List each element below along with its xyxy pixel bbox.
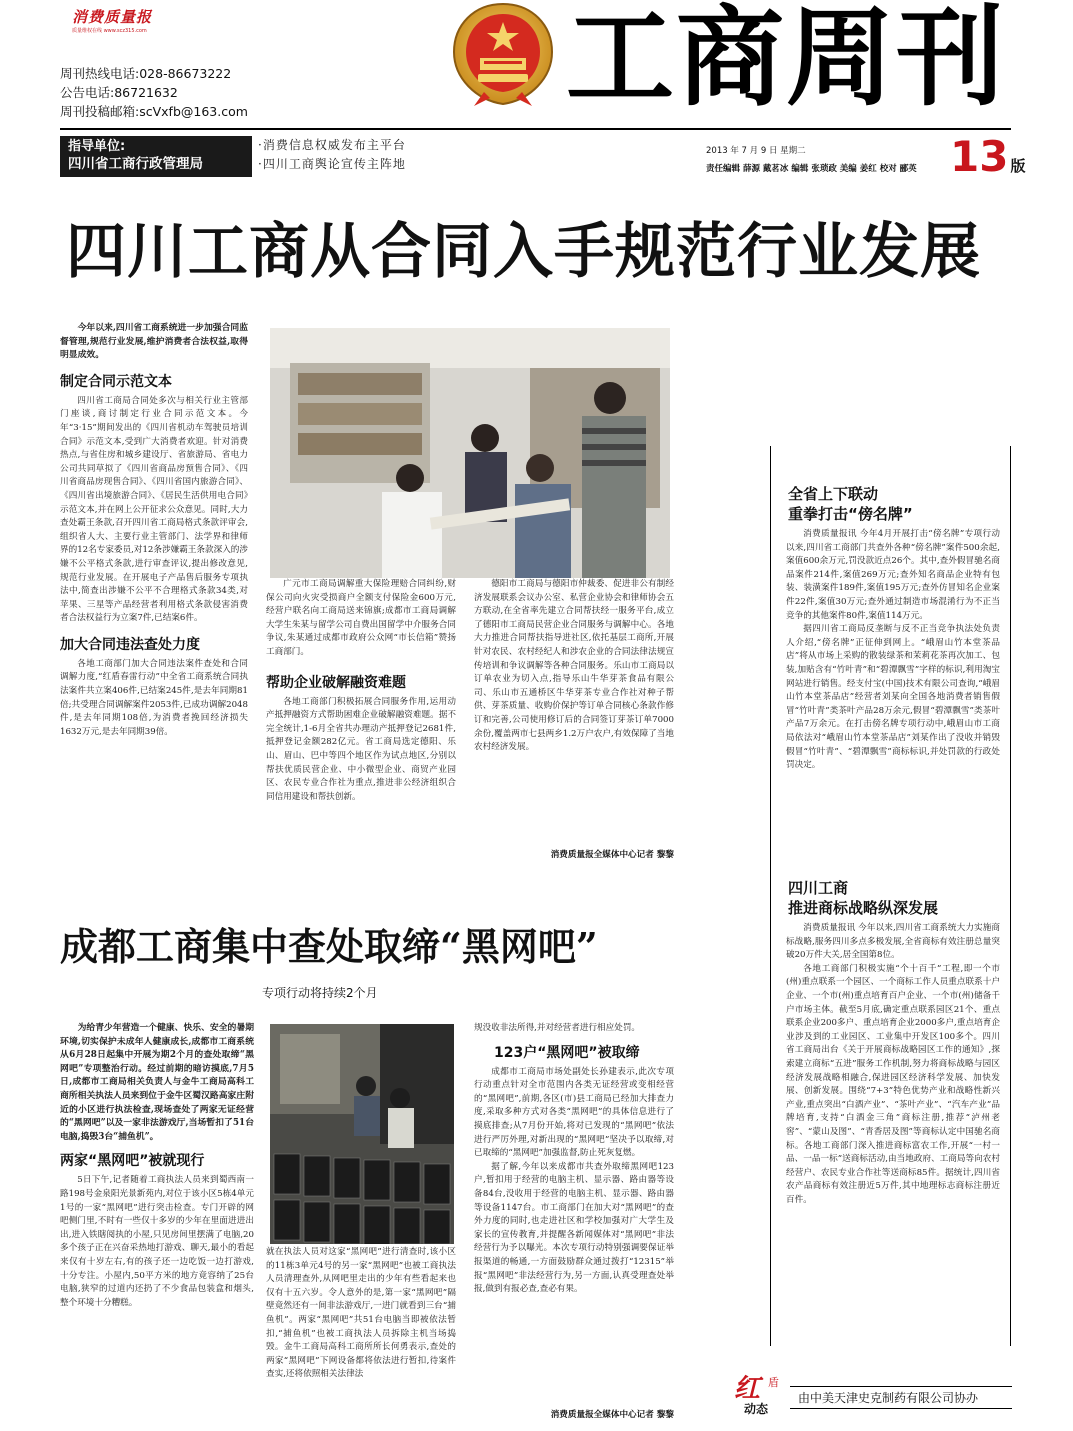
article2-col1	[60, 1022, 254, 1422]
contact-notice: 公告电话:86721632	[60, 85, 178, 100]
red-shield-sub2: 动态	[744, 1402, 769, 1416]
sidebar1-text1: 消费质量报讯 今年4月开展打击“傍名牌”专项行动以来,四川省工商部门共查外各种“傍名牌”案件500余起,案值600余万元,罚没款近点26个。其中,查外假冒驰名商品案件214件,案值269万元;查外知名商品企业特有包装、装潢案件189件,案值195万元;查外仿冒知名企业案件22件,案值30万元;查外通过制造市场混淆行为不正当竞争的其他案件80件,案值114万元。	[786, 529, 1000, 621]
issue-date: 2013 年 7 月 9 日 星期二	[706, 146, 806, 156]
article2-photo	[270, 1024, 454, 1244]
red-shield-char: 红	[734, 1374, 761, 1404]
editor-credits: 责任编辑 薛源 戴茗冰 编辑 张琐政 美编 姜红 校对 郦英	[706, 164, 917, 174]
article1-col3	[474, 578, 674, 846]
article2-byline: 消费质量报全媒体中心记者 黎黎	[550, 1410, 674, 1420]
contact-email: 周刊投稿邮箱:scVxfb@163.com	[60, 104, 248, 119]
slogan-list	[258, 136, 406, 174]
sidebar2-body	[786, 922, 1000, 1304]
article2-s1-text: 5日下午,记者随着工商执法人员来到蜀西南一路198号金泉阳光景新苑内,对位于该小区5栋4单元1号的一家“黑网吧”进行突击检查。专门开辟的网吧侧门里,不时有一些仅十多岁的少年在里面进进出出,进入铁瞎阅执的小屋,只见房间里摆满了电脑,20多个孩子正在兴奋采热地打游戏、聊天,最小的看起来仅有十岁左右,有的孩子还一边吃饭一边打游戏,十分专注。小屋内,50平方米的地方竟容纳了25台电脑,狭窄的过道内还扔了不少食品包装盒和烟头,整个环境十分糟糕。	[60, 1175, 254, 1308]
article1-s3-title: 帮助企业破解融资难题	[266, 674, 406, 691]
guide-unit-box	[60, 136, 252, 177]
article2-s1-title: 两家“黑网吧”被就现行	[60, 1153, 205, 1170]
article1-s1-text: 四川省工商局合同处多次与相关行业主管部门座谈,商讨制定行业合同示范文本。今年“3·15”期间发出的《四川省机动车驾驶员培训合同》示范文本,受到广大消费者欢迎。针对消费热点,与省住房和城乡建设厅、省旅游局、省电力公司共同草拟了《四川省商品房预售合同》、《四川省商品房现售合同》、《四川省国内旅游合同》、《四川省出境旅游合同》、《居民生活供用电合同》示范文本,并在网上公开征求公众意见。同时,大力查处霸王条款,召开四川省工商局格式条款评审会,组织省人大、主要行业主管部门、法学界和律师界的12名专家委员,对12条涉嫌霸王条款深入的涉嫌不公平格式条款,进行审查评议,提出修改意见,规范行业发展。在开展电子产品售后服务专项执法中,简查出涉嫌不公平不合理格式条款34类,对苹果、三星等产品经营者利用格式条款侵害消费者合法权益行为立案7件,已结案6件。	[60, 395, 248, 624]
sidebar1-title-line2: 重拳打击“傍名牌”	[788, 505, 913, 523]
red-shield-sub1: 盾	[768, 1376, 779, 1389]
sidebar2-title-line1: 四川工商	[788, 879, 849, 897]
contact-list	[60, 64, 320, 121]
sidebar-left-rule	[770, 446, 771, 1346]
article2-s2-text: 成都市工商局市场处副处长孙建表示,此次专项行动重点针对全市范围内各类无证经营或变相经营的“黑网吧”,前期,各区(市)县工商局已经加大排查力度,采取多种方式对各类“黑网吧”的具体信息进行了摸底排查;从7月份开始,将对已发现的“黑网吧”依法进行严厉外理,对新出现的“黑网吧”坚决予以取缔,对已取缔的“黑网吧”加强监督,防止死灰复燃。	[474, 1066, 674, 1159]
article2-s2-text2: 据了解,今年以来成都市共查外取缔黑网吧123户,暂扣用于经营的电脑主机、显示器、路由器等设备84台,没收用于经营的电脑主机、显示器、路由器等设备1147台。市工商部门在加大对“黑网吧”的查外力度的同时,也走进社区和学校加强对广大学生及家长的宣传教育,并提醒各新闻媒体对“黑网吧”非法经营行为予以曝光。本次专项行动特别强调要保证举报渠道的畅通,一方面鼓励群众通过拨打“12315”举报“黑网吧”非法经营行为,另一方面,认真受理查处举报,做到有报必查,查必有果。	[474, 1161, 674, 1295]
sidebar2-text2: 各地工商部门积极实施“个十百千”工程,即一个市(州)重点联系一个园区、一个商标工作人员重点联系十户企业、一个市(州)重点培育百户企业、一个市(州)储备千户市场主体。截至5月底,确定重点联系园区21个、重点联系企业200多户、重点培育企业2000多户,重点培育企业涉及到的工业园区、工业集中开发区100多个。四川省工商局出台《关于开展商标战略园区工作的通知》,探索建立商标“五进”服务工作机制,努力将商标战略与园区经济发展战略相融合,保进园区经济科学发展、加快发展、创新发展。围绕“7+3”特色优势产业和战略性新兴产业,重点突出“白酒产业”、“茶叶产业”、“汽车产业”品牌培育,支持“白酒金三角”商标注册,推荐“泸州老窖”、“蒙山及图”、“青香居及图”等商标认定中国驰名商标。各地工商部门深入推进商标富农工作,开展“一村一品、一品一标”送商标活动,由当地政府、工商局等向农村经营户、农民专业合作社等送商标85件。据统计,四川省农产品商标有效注册近5万件,其中地理标志商标注册近百件。	[786, 963, 1000, 1205]
article2-lead: 为给青少年营造一个健康、快乐、安全的暑期环境,切实保护未成年人健康成长,成都市工商系统从6月28日起集中开展为期2个月的查处取缔“黑网吧”专项整治行动。经过前期的暗访摸底,7月5日,成都市工商局相关负责人与金牛工商局高科工商所相关执法人员来到位于金牛区蜀汉路高家庄附近的小区进行执法检查,现场查处了两家无证经营的“黑网吧”以及一家非法游戏厅,当场暂扣了51台电脑,捣毁3台“捕鱼机”。	[60, 1023, 254, 1142]
article1-right-text: 德阳市工商局与德阳市仲裁委、促进非公有制经济发展联系会议办公室、私营企业协会和律师协会五方联动,在全省率先建立合同帮扶经一服务平台,成立了德阳市工商局民营企业合同服务与调解中心。各地大力推进合同帮扶指导进社区,依托基层工商所,开展针对农民、农村经纪人和涉农企业的合同法律法规宣传培训和争议调解等各种合同服务。乐山市工商局以订单农业为切入点,指导乐山牛华芽茶食品有限公司、乐山市五通桥区牛华芽茶专业合作社对种子帮供、芽茶质量、收购价保护等订单合同核心条款作修订和完善,公司使用修订后的合同签订芽茶订单7000余份,覆盖两市七县两乡1.2万户农户,有效保障了当地农村经济发展。	[474, 579, 674, 753]
article1-col2	[266, 578, 456, 888]
article1-s1-title: 制定合同示范文本	[60, 373, 172, 390]
article1-s2-title: 加大合同违法查处力度	[60, 636, 200, 653]
page-number	[950, 132, 1025, 182]
contact-hotline: 周刊热线电话:028-86673222	[60, 66, 232, 81]
article1-lead: 今年以来,四川省工商系统进一步加强合同监督管理,规范行业发展,维护消费者合法权益,取得明显成效。	[60, 323, 248, 361]
article2-headline: 成都工商集中查处取缔“黑网吧”	[60, 924, 598, 969]
article1-s3-text: 各地工商部门积极拓展合同服务作用,运用动产抵押融资方式帮助困难企业破解融资难题。据不完全统计,1-6月全省共办理动产抵押登记2681件,抵押登记金额282亿元。省工商局选定德阳、乐山、眉山、巴中等四个地区作为试点地区,分别以帮扶优质民营企业、中小微型企业、商贸产业园区、农民专业合作社为重点,推进非公经济组织合同信用建设和帮扶创新。	[266, 696, 456, 802]
national-emblem-icon	[444, 0, 562, 112]
sidebar-right-rule	[1010, 446, 1011, 1346]
article2-s1-text2: 就在执法人员对这家“黑网吧”进行清查时,该小区的11栋3单元4号的另一家“黑网吧”也被工商执法人员清理查外,从网吧里走出的少年有些看起来也仅有十五六岁。令人意外的是,第一家“黑网吧”隔壁竟然还有一间非法游戏厅,一进门就看到三台“捕鱼机”。两家“黑网吧”共51台电脑当即被依法暂扣,“捕鱼机”也被工商执法人员拆除主机当场捣毁。金牛工商局高科工商所所长何勇表示,查处的两家“黑网吧”下网设备都将依法进行暂扣,待案件查实,还将依照相关法律法	[266, 1247, 456, 1380]
sidebar1-body	[786, 528, 1000, 848]
sidebar1-title	[788, 484, 913, 524]
sponsor-line: 由中美天津史克制药有限公司协办	[790, 1386, 1012, 1409]
slogan-2: ·四川工商舆论宣传主阵地	[258, 157, 406, 171]
page-number-suffix: 版	[1010, 157, 1026, 175]
masthead-title: 工商周刊	[566, 0, 1007, 121]
article1-headline: 四川工商从合同入手规范行业发展	[66, 217, 981, 287]
article1-byline: 消费质量报全媒体中心记者 黎黎	[550, 850, 674, 860]
sidebar2-title	[788, 878, 938, 918]
sidebar2-text1: 消费质量报讯 今年以来,四川省工商系统大力实施商标战略,服务四川多点多极发展,全省商标有效注册总量突破20万件大关,居全国第8位。	[786, 923, 1000, 961]
red-shield-logo	[720, 1368, 790, 1420]
masthead-rule	[60, 128, 1011, 130]
article1-photo	[270, 328, 670, 578]
article1-mid-text: 广元市工商局调解重大保险理赔合同纠纷,财保公司向火灾受损商户全额支付保险金600万元,经营户联名向工商局送来锦旗;成都市工商局调解大学生朱某与留学公司自费出国留学中介服务合同争议,朱某通过成都市政府公众网“市长信箱”赞扬工商部门。	[266, 579, 456, 657]
slogan-1: ·消费信息权威发布主平台	[258, 138, 406, 152]
article2-subhead: 专项行动将持续2个月	[262, 986, 378, 1000]
guide-org: 四川省工商行政管理局	[68, 156, 203, 172]
article2-col3	[474, 1022, 674, 1406]
sidebar1-title-line1: 全省上下联动	[788, 485, 879, 503]
page-number-value: 13	[950, 132, 1009, 181]
article2-s2-title: 123户“黑网吧”被取缔	[494, 1044, 640, 1061]
masthead-logo-sub: 质量维权在线 www.scz315.com	[72, 28, 147, 34]
guide-label: 指导单位:	[68, 139, 126, 154]
sidebar1-text2: 据四川省工商局反垄断与反不正当竞争执法处负责人介绍,“傍名牌”正征伸到网上。“峨眉山竹本堂茶品店”将从市场上采购的散装绿茶和茉莉花茶再次加工、包装,加贴含有“竹叶青”和“碧潭飘雪”字样的标识,利用淘宝网站进行销售。经支付宝(中国)技术有限公司查询,“峨眉山竹本堂茶品店”经营者刘某向全国各地消费者销售假冒“竹叶青”类茶叶产品28万余元,假冒“碧潭飘雪”类茶叶产品7万余元。在打击傍名牌专项行动中,峨眉山市工商局依法对“峨眉山竹本堂茶品店”刘某作出了没收并销毁假冒“竹叶青”、“碧潭飘雪”商标标识,并处罚款的行政处罚决定。	[786, 624, 1000, 771]
masthead-logo	[72, 6, 172, 34]
sidebar2-title-line2: 推进商标战略纵深发展	[788, 899, 939, 917]
masthead-logo-text: 消费质量报	[72, 8, 153, 26]
article2-col2	[266, 1246, 456, 1422]
article2-s1-text3: 规没收非法所得,并对经营者进行相应处罚。	[474, 1023, 641, 1033]
article1-s2-text: 各地工商部门加大合同违法案件查处和合同调解力度,“红盾春雷行动”中全省工商系统合同执法案件共立案406件,已结案245件,是去年同期81倍;共受理合同调解案件2053件,已成功调解2048件,是去年同期108倍,为消费者挽回经济损失1632万元,是去年同期39倍。	[60, 658, 248, 737]
article1-col1	[60, 322, 248, 882]
